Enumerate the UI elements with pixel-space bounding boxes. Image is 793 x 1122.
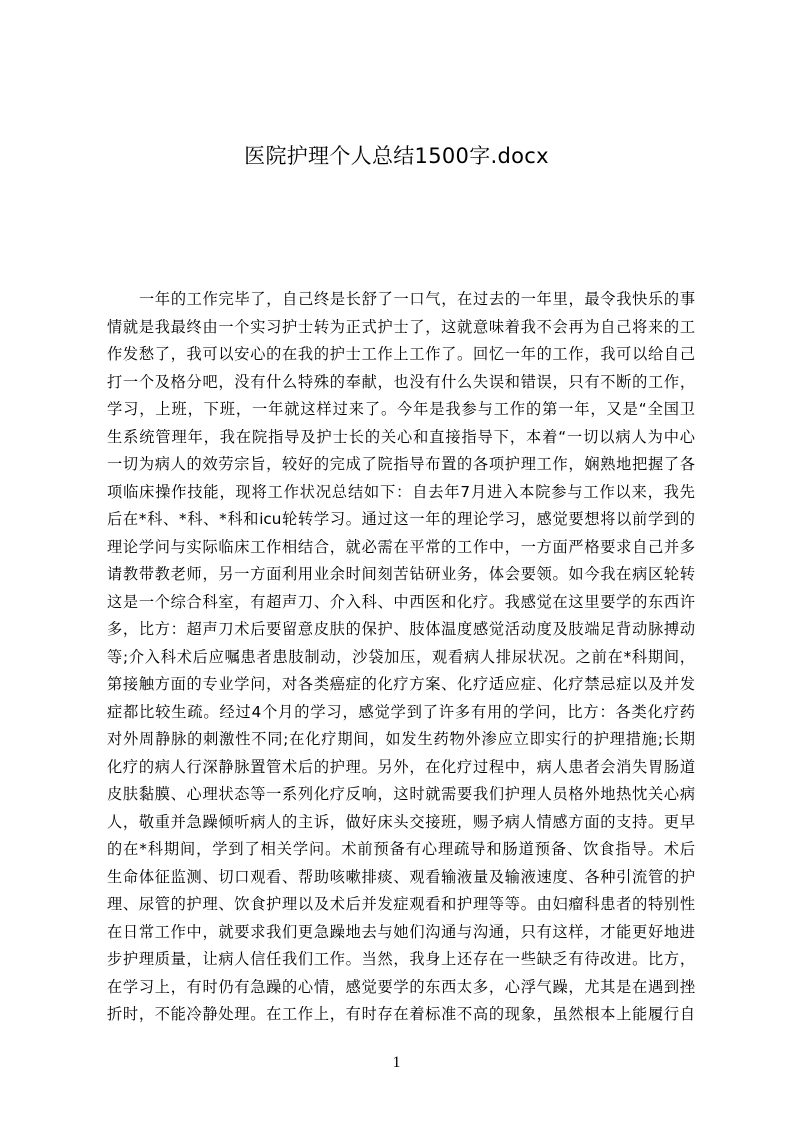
body-line: 一切为病人的效劳宗旨，较好的完成了院指导布置的各项护理工作，娴熟地把握了各 <box>107 455 695 473</box>
body-line: 皮肤黏膜、心理状态等一系列化疗反响，这时就需要我们护理人员格外地热忱关心病 <box>107 785 695 803</box>
body-line: 等;介入科术后应嘱患者患肢制动，沙袋加压，观看病人排尿状况。之前在*科期间， <box>107 647 695 666</box>
body-line: 项临床操作技能，现将工作状况总结如下：自去年7月进入本院参与工作以来，我先 <box>107 482 695 501</box>
document-body <box>107 286 695 1029</box>
body-line: 打一个及格分吧，没有什么特殊的奉献，也没有什么失误和错误，只有不断的工作， <box>107 372 695 391</box>
body-line: 折时，不能冷静处理。在工作上，有时存在着标准不高的现象，虽然根本上能履行自 <box>107 1005 695 1023</box>
body-line: 后在*科、*科、*科和icu轮转学习。通过这一年的理论学习，感觉要想将以前学到的 <box>107 510 695 528</box>
body-line: 请教带教老师，另一方面利用业余时间刻苦钻研业务，体会要领。如今我在病区轮转 <box>107 565 695 583</box>
body-line: 在学习上，有时仍有急躁的心情，感觉要学的东西太多，心浮气躁，尤其是在遇到挫 <box>107 977 695 996</box>
body-line: 生系统管理年，我在院指导及护士长的关心和直接指导下，本着“一切以病人为中心 <box>107 427 695 446</box>
body-line: 在日常工作中，就要求我们更急躁地去与她们沟通与沟通，只有这样，才能更好地进 <box>107 922 695 941</box>
body-line: 理、尿管的护理、饮食护理以及术后并发症观看和护理等等。由妇瘤科患者的特别性 <box>107 895 695 913</box>
body-line: 的在*科期间，学到了相关学问。术前预备有心理疏导和肠道预备、饮食指导。术后 <box>107 840 695 858</box>
body-line: 一年的工作完毕了，自己终是长舒了一口气，在过去的一年里，最令我快乐的事 <box>139 290 695 308</box>
body-line: 生命体征监测、切口观看、帮助咳嗽排痰、观看输液量及输液速度、各种引流管的护 <box>107 867 695 886</box>
body-line: 对外周静脉的刺激性不同;在化疗期间，如发生药物外渗应立即实行的护理措施;长期 <box>107 730 695 748</box>
body-line: 人，敬重并急躁倾听病人的主诉，做好床头交接班，赐予病人情感方面的支持。更早 <box>107 812 695 831</box>
body-line: 多，比方：超声刀术后要留意皮肤的保护、肢体温度感觉活动度及肢端足背动脉搏动 <box>107 620 695 638</box>
page-number: 1 <box>392 1054 401 1071</box>
body-line: 作发愁了，我可以安心的在我的护士工作上工作了。回忆一年的工作，我可以给自己 <box>107 345 695 363</box>
body-line: 第接触方面的专业学问，对各类癌症的化疗方案、化疗适应症、化疗禁忌症以及并发 <box>107 675 695 693</box>
body-line: 步护理质量，让病人信任我们工作。当然，我身上还存在一些缺乏有待改进。比方， <box>107 950 695 968</box>
body-line: 学习，上班，下班，一年就这样过来了。今年是我参与工作的第一年，又是“全国卫 <box>107 400 695 418</box>
body-line: 理论学问与实际临床工作相结合，就必需在平常的工作中，一方面严格要求自己并多 <box>107 537 695 556</box>
body-line: 化疗的病人行深静脉置管术后的护理。另外，在化疗过程中，病人患者会消失胃肠道 <box>107 757 695 776</box>
body-line: 情就是我最终由一个实习护士转为正式护士了，这就意味着我不会再为自己将来的工 <box>107 317 695 336</box>
body-line: 这是一个综合科室，有超声刀、介入科、中西医和化疗。我感觉在这里要学的东西许 <box>107 592 695 611</box>
body-line: 症都比较生疏。经过4个月的学习，感觉学到了许多有用的学问，比方：各类化疗药 <box>107 702 695 721</box>
document-title: 医院护理个人总结1500字.docx <box>244 144 549 168</box>
